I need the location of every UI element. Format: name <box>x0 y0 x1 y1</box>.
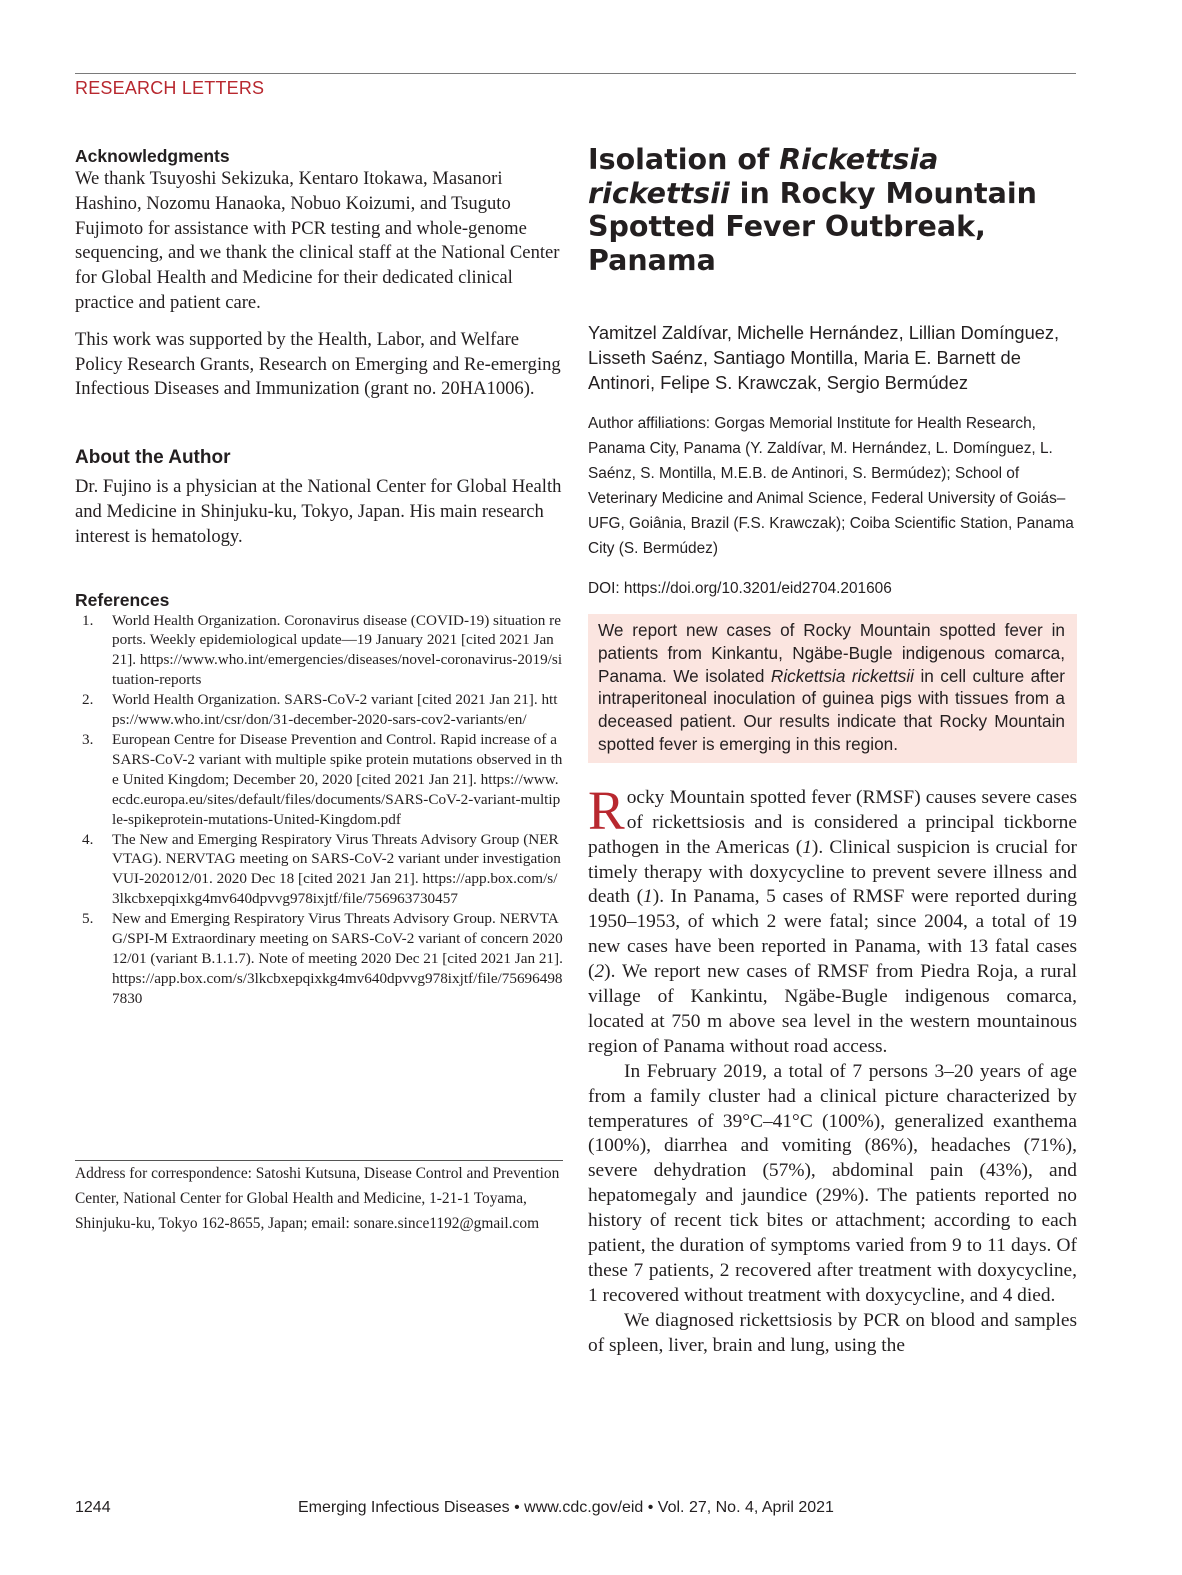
drop-cap: R <box>588 779 625 841</box>
body-paragraph-2: In February 2019, a total of 7 persons 3–20 years of age from a family cluster had a clinical picture characterized by temperatures of 39°C–41°C (100%), generalized exanthema (100%), diarrhea and vomiting (86%), headaches (71%), severe dehydration (57%), abdominal pain (43%), and hepatomegaly and jaundice (29%). The patients reported no history of recent tick bites or attachment; according to each patient, the duration of symptoms varied from 9 to 11 days. Of these 7 patients, 2 recovered after treatment with doxycycline, 1 recovered without treatment with doxycycline, and 4 died. <box>588 1060 1077 1306</box>
correspondence-address: Address for correspondence: Satoshi Kutsuna, Disease Control and Prevention Center, National Center for Global Health and Medicine, 1-21-1 Toyama, Shinjuku-ku, Tokyo 162-8655, Japan; email: sonare.since1192@gmail.com <box>75 1165 560 1232</box>
header-rule <box>75 73 1076 74</box>
page-number: 1244 <box>75 1499 111 1516</box>
author-list: Yamitzel Zaldívar, Michelle Hernández, Lillian Domínguez, Lisseth Saénz, Santiago Montilla, Maria E. Barnett de Antinori, Felipe S. Krawczak, Sergio Bermúdez <box>588 322 1060 393</box>
main-text <box>588 779 1078 1359</box>
references-list <box>75 611 563 1009</box>
body-paragraph-1: Rocky Mountain spotted fever (RMSF) causes severe cases of rickettsiosis and is considered a principal tickborne pathogen in the Americas (1). Clinical suspicion is crucial for timely therapy with doxycycline to prevent severe illness and death (1). In Panama, 5 cases of RMSF were reported during 1950–1953, of which 2 were fatal; since 2004, a total of 19 new cases have been reported in Panama, with 13 fatal cases (2). We report new cases of RMSF from Piedra Roja, a rural village of Kankintu, Ngäbe-Bugle indigenous comarca, located at 750 m above sea level in the western mountainous region of Panama without road access. <box>588 779 1078 1057</box>
article-title: Isolation of Rickettsia rickettsii in Rocky Mountain Spotted Fever Outbreak, Panama <box>588 143 1037 277</box>
author-affiliations: Author affiliations: Gorgas Memorial Institute for Health Research, Panama City, Panama (Y. Zaldívar, M. Hernández, L. Domínguez, L. Saénz, S. Montilla, M.E.B. de Antinori, S. Bermúdez); School of Veterinary Medicine and Animal Science, Federal University of Goiás–UFG, Goiânia, Brazil (F.S. Krawczak); Coiba Scientific Station, Panama City (S. Bermúdez) <box>588 415 1074 557</box>
right-column <box>588 143 1077 1359</box>
body-paragraph-3: We diagnosed rickettsiosis by PCR on blood and samples of spleen, liver, brain and lung, using the <box>588 1309 1077 1356</box>
correspondence-rule <box>75 1160 563 1161</box>
reference-item: 3. European Centre for Disease Prevention and Control. Rapid increase of a SARS-CoV-2 variant with multiple spike protein mutations observed in the United Kingdom; December 20, 2020 [cited 2021 Jan 21]. https://www.ecdc.europa.eu/sites/default/files/documents/SARS-CoV-2-variant-multiple-spikeprotein-mutations-United-Kingdom.pdf <box>82 731 563 828</box>
left-column <box>75 146 563 1009</box>
reference-item: 1. World Health Organization. Coronavirus disease (COVID-19) situation reports. Weekly epidemiological update—19 January 2021 [cited 2021 Jan 21]. https://www.who.int/emergencies/diseases/novel-coronavirus-2019/situation-reports <box>82 611 563 689</box>
acknowledgments-paragraph-1: We thank Tsuyoshi Sekizuka, Kentaro Itokawa, Masanori Hashino, Nozomu Hanaoka, Nobuo Koizumi, and Tsuguto Fujimoto for assistance with PCR testing and whole-genome sequencing, and we thank the clinical staff at the National Center for Global Health and Medicine for their dedicated clinical practice and patient care. <box>75 168 560 313</box>
reference-item: 4. The New and Emerging Respiratory Virus Threats Advisory Group (NERVTAG). NERVTAG meeting on SARS-CoV-2 variant under investigation VUI-202012/01. 2020 Dec 18 [cited 2021 Jan 21]. https://app.box.com/s/3lkcbxepqixkg4mv640dpvvg978ixjtf/file/756963730457 <box>82 830 561 908</box>
reference-item: 5. New and Emerging Respiratory Virus Threats Advisory Group. NERVTAG/SPI-M Extraordinary meeting on SARS-CoV-2 variant of concern 202012/01 (variant B.1.1.7). Note of meeting 2020 Dec 21 [cited 2021 Jan 21]. https://app.box.com/s/3lkcbxepqixkg4mv640dpvvg978ixjtf/file/756964987830 <box>82 910 563 1007</box>
references-heading: References <box>75 589 170 610</box>
reference-item: 2. World Health Organization. SARS-CoV-2 variant [cited 2021 Jan 21]. https://www.who.int/csr/don/31-december-2020-sars-cov2-variants/en/ <box>82 691 558 729</box>
about-author-text: Dr. Fujino is a physician at the National Center for Global Health and Medicine in Shinjuku-ku, Tokyo, Japan. His main research interest is hematology. <box>75 476 562 547</box>
acknowledgments-paragraph-2: This work was supported by the Health, Labor, and Welfare Policy Research Grants, Research on Emerging and Re-emerging Infectious Diseases and Immunization (grant no. 20HA1006). <box>75 328 561 400</box>
doi-link[interactable]: DOI: https://doi.org/10.3201/eid2704.201606 <box>588 580 892 597</box>
acknowledgments-heading: Acknowledgments <box>75 146 230 166</box>
abstract-box: We report new cases of Rocky Mountain spotted fever in patients from Kinkantu, Ngäbe-Bugle indigenous comarca, Panama. We isolated Rickettsia rickettsii in cell culture after intraperitoneal inoculation of guinea pigs with tissues from a deceased patient. Our results indicate that Rocky Mountain spotted fever is emerging in this region. <box>588 614 1077 763</box>
journal-footer: Emerging Infectious Diseases • www.cdc.gov/eid • Vol. 27, No. 4, April 2021 <box>298 1499 834 1516</box>
about-author-heading: About the Author <box>75 447 231 469</box>
section-label: RESEARCH LETTERS <box>75 78 265 98</box>
